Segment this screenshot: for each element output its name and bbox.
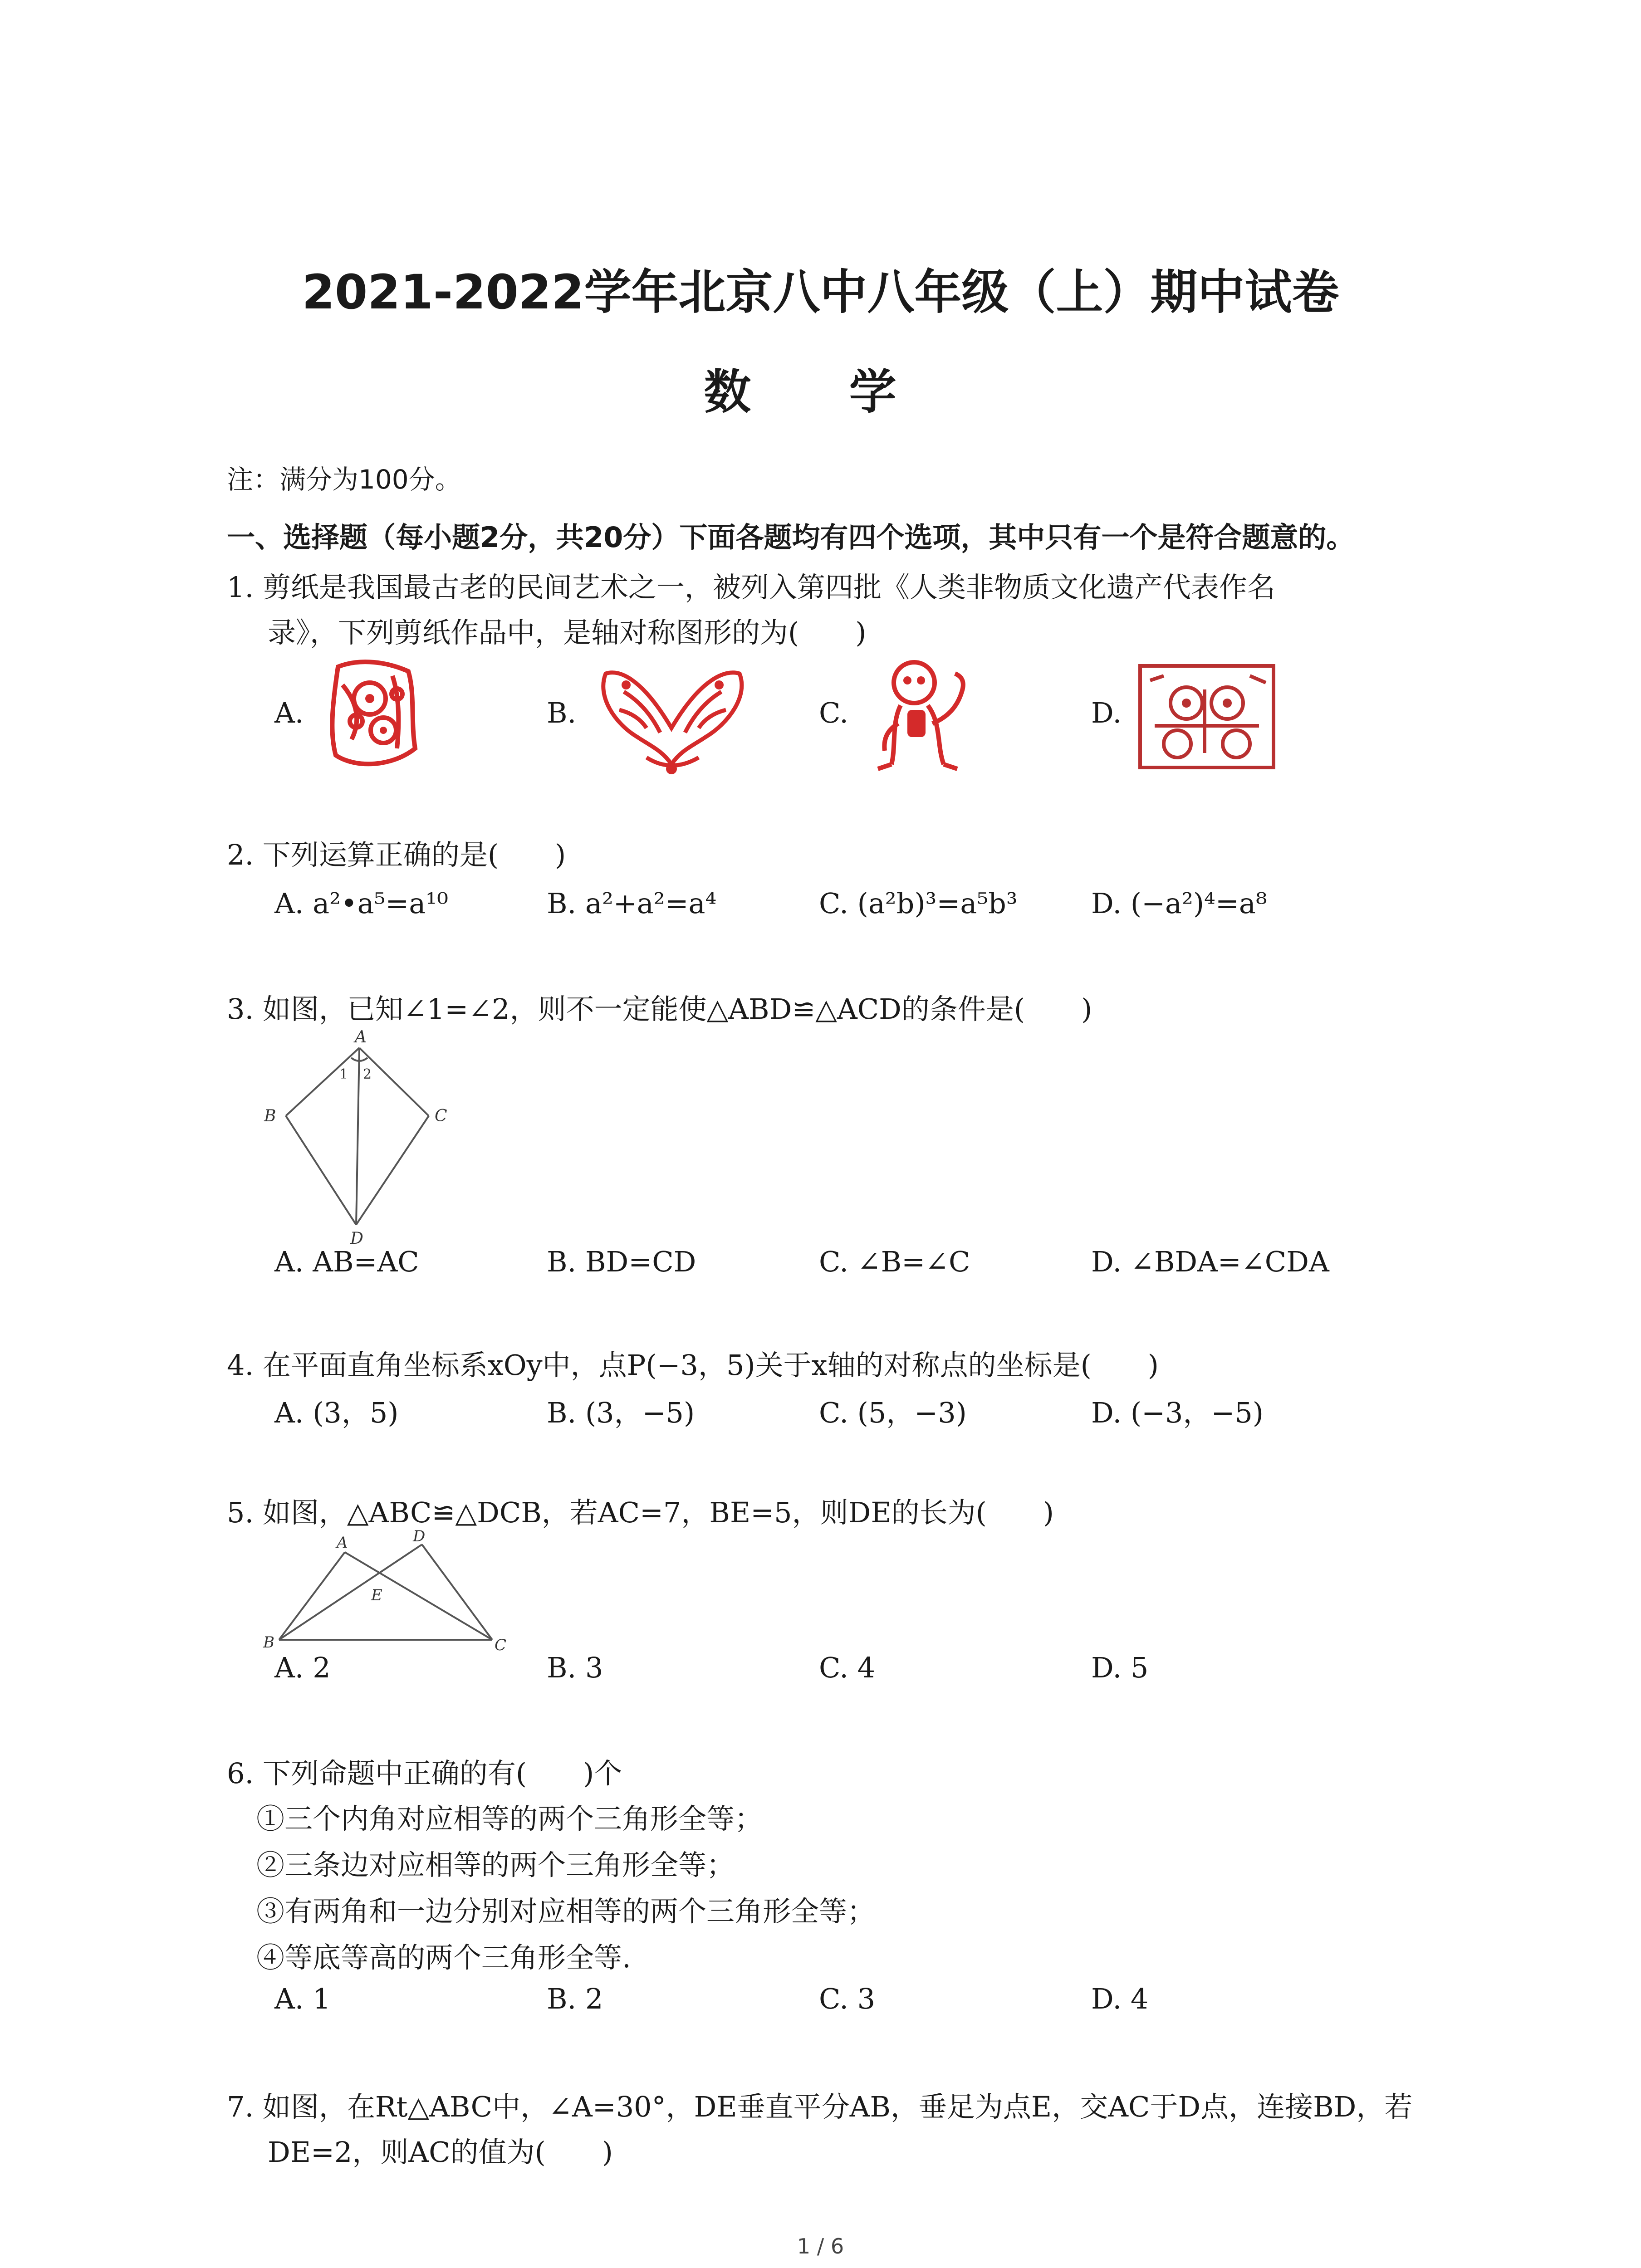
- q4-option-a: A. (3，5): [274, 1396, 399, 1429]
- q2-option-d: D. (−a²)⁴=a⁸: [1091, 887, 1267, 920]
- q5-label-d: D: [413, 1529, 426, 1545]
- q3-option-c: C. ∠B=∠C: [819, 1245, 970, 1278]
- q1-option-a-label: A.: [274, 696, 304, 729]
- question-1-line-1: 1. 剪纸是我国最古老的民间艺术之一，被列入第四批《人类非物质文化遗产代表作名: [227, 571, 1275, 604]
- q6-option-a: A. 1: [274, 1982, 331, 2015]
- papercut-a-image: [324, 658, 422, 773]
- q6-statement-2: ②三条边对应相等的两个三角形全等；: [256, 1848, 735, 1882]
- q3-kite-diagram: [254, 1030, 463, 1247]
- q3-option-b: B. BD=CD: [547, 1245, 696, 1278]
- question-6-text: 6. 下列命题中正确的有( )个: [227, 1757, 622, 1790]
- q5-option-a: A. 2: [274, 1651, 331, 1684]
- q5-option-c: C. 4: [819, 1651, 876, 1684]
- question-1-line-2: 录》，下列剪纸作品中，是轴对称图形的为( ): [268, 616, 867, 649]
- papercut-d-image: [1136, 662, 1277, 771]
- q5-label-e: E: [371, 1586, 382, 1604]
- q5-label-a: A: [337, 1534, 348, 1552]
- q4-option-d: D. (−3，−5): [1091, 1396, 1264, 1429]
- q1-option-d-label: D.: [1091, 696, 1122, 729]
- q4-option-c: C. (5，−3): [819, 1396, 967, 1429]
- q2-option-c: C. (a²b)³=a⁵b³: [819, 887, 1018, 920]
- q6-statement-1: ①三个内角对应相等的两个三角形全等；: [256, 1802, 763, 1835]
- section-heading: 一、选择题（每小题2分，共20分）下面各题均有四个选项，其中只有一个是符合题意的。: [227, 521, 1355, 554]
- question-2-text: 2. 下列运算正确的是( ): [227, 838, 566, 871]
- q1-option-c-label: C.: [819, 696, 848, 729]
- q4-option-b: B. (3，−5): [547, 1396, 695, 1429]
- q5-triangles-diagram: [259, 1529, 517, 1660]
- q1-option-b-label: B.: [547, 696, 577, 729]
- q3-label-d: D: [350, 1229, 363, 1247]
- q3-label-angle-2: 2: [363, 1066, 372, 1082]
- q6-option-d: D. 4: [1091, 1982, 1149, 2015]
- q5-label-b: B: [263, 1633, 274, 1652]
- q3-option-a: A. AB=AC: [274, 1245, 419, 1278]
- q5-label-c: C: [495, 1636, 507, 1654]
- score-note: 注：满分为100分。: [227, 464, 461, 495]
- q6-statement-3: ③有两角和一边分别对应相等的两个三角形全等；: [256, 1895, 876, 1928]
- q6-option-b: B. 2: [547, 1982, 603, 2015]
- question-7-line-2: DE=2，则AC的值为( ): [268, 2136, 613, 2169]
- subject-title: 数 学: [704, 364, 937, 420]
- q6-statement-4: ④等底等高的两个三角形全等.: [256, 1941, 631, 1974]
- page-number: 1 / 6: [797, 2234, 844, 2258]
- q3-label-b: B: [264, 1107, 276, 1125]
- q3-label-angle-1: 1: [339, 1066, 348, 1082]
- q3-label-a: A: [355, 1030, 367, 1046]
- q5-option-b: B. 3: [547, 1651, 603, 1684]
- page-title: 2021-2022学年北京八中八年级（上）期中试卷: [302, 264, 1339, 320]
- question-7-line-1: 7. 如图，在Rt△ABC中，∠A=30°，DE垂直平分AB，垂足为点E，交AC于D点，连接BD，若: [227, 2090, 1413, 2123]
- q3-option-d: D. ∠BDA=∠CDA: [1091, 1245, 1329, 1278]
- q3-label-c: C: [435, 1107, 447, 1125]
- papercut-b-image: [592, 660, 753, 778]
- question-5-text: 5. 如图，△ABC≌△DCB，若AC=7，BE=5，则DE的长为( ): [227, 1496, 1054, 1529]
- q6-option-c: C. 3: [819, 1982, 876, 2015]
- question-4-text: 4. 在平面直角坐标系xOy中，点P(−3，5)关于x轴的对称点的坐标是( ): [227, 1349, 1159, 1382]
- question-3-text: 3. 如图，已知∠1=∠2，则不一定能使△ABD≌△ACD的条件是( ): [227, 992, 1092, 1026]
- q5-option-d: D. 5: [1091, 1651, 1149, 1684]
- q2-option-a: A. a²•a⁵=a¹⁰: [274, 887, 449, 920]
- papercut-c-image: [864, 655, 973, 776]
- q2-option-b: B. a²+a²=a⁴: [547, 887, 717, 920]
